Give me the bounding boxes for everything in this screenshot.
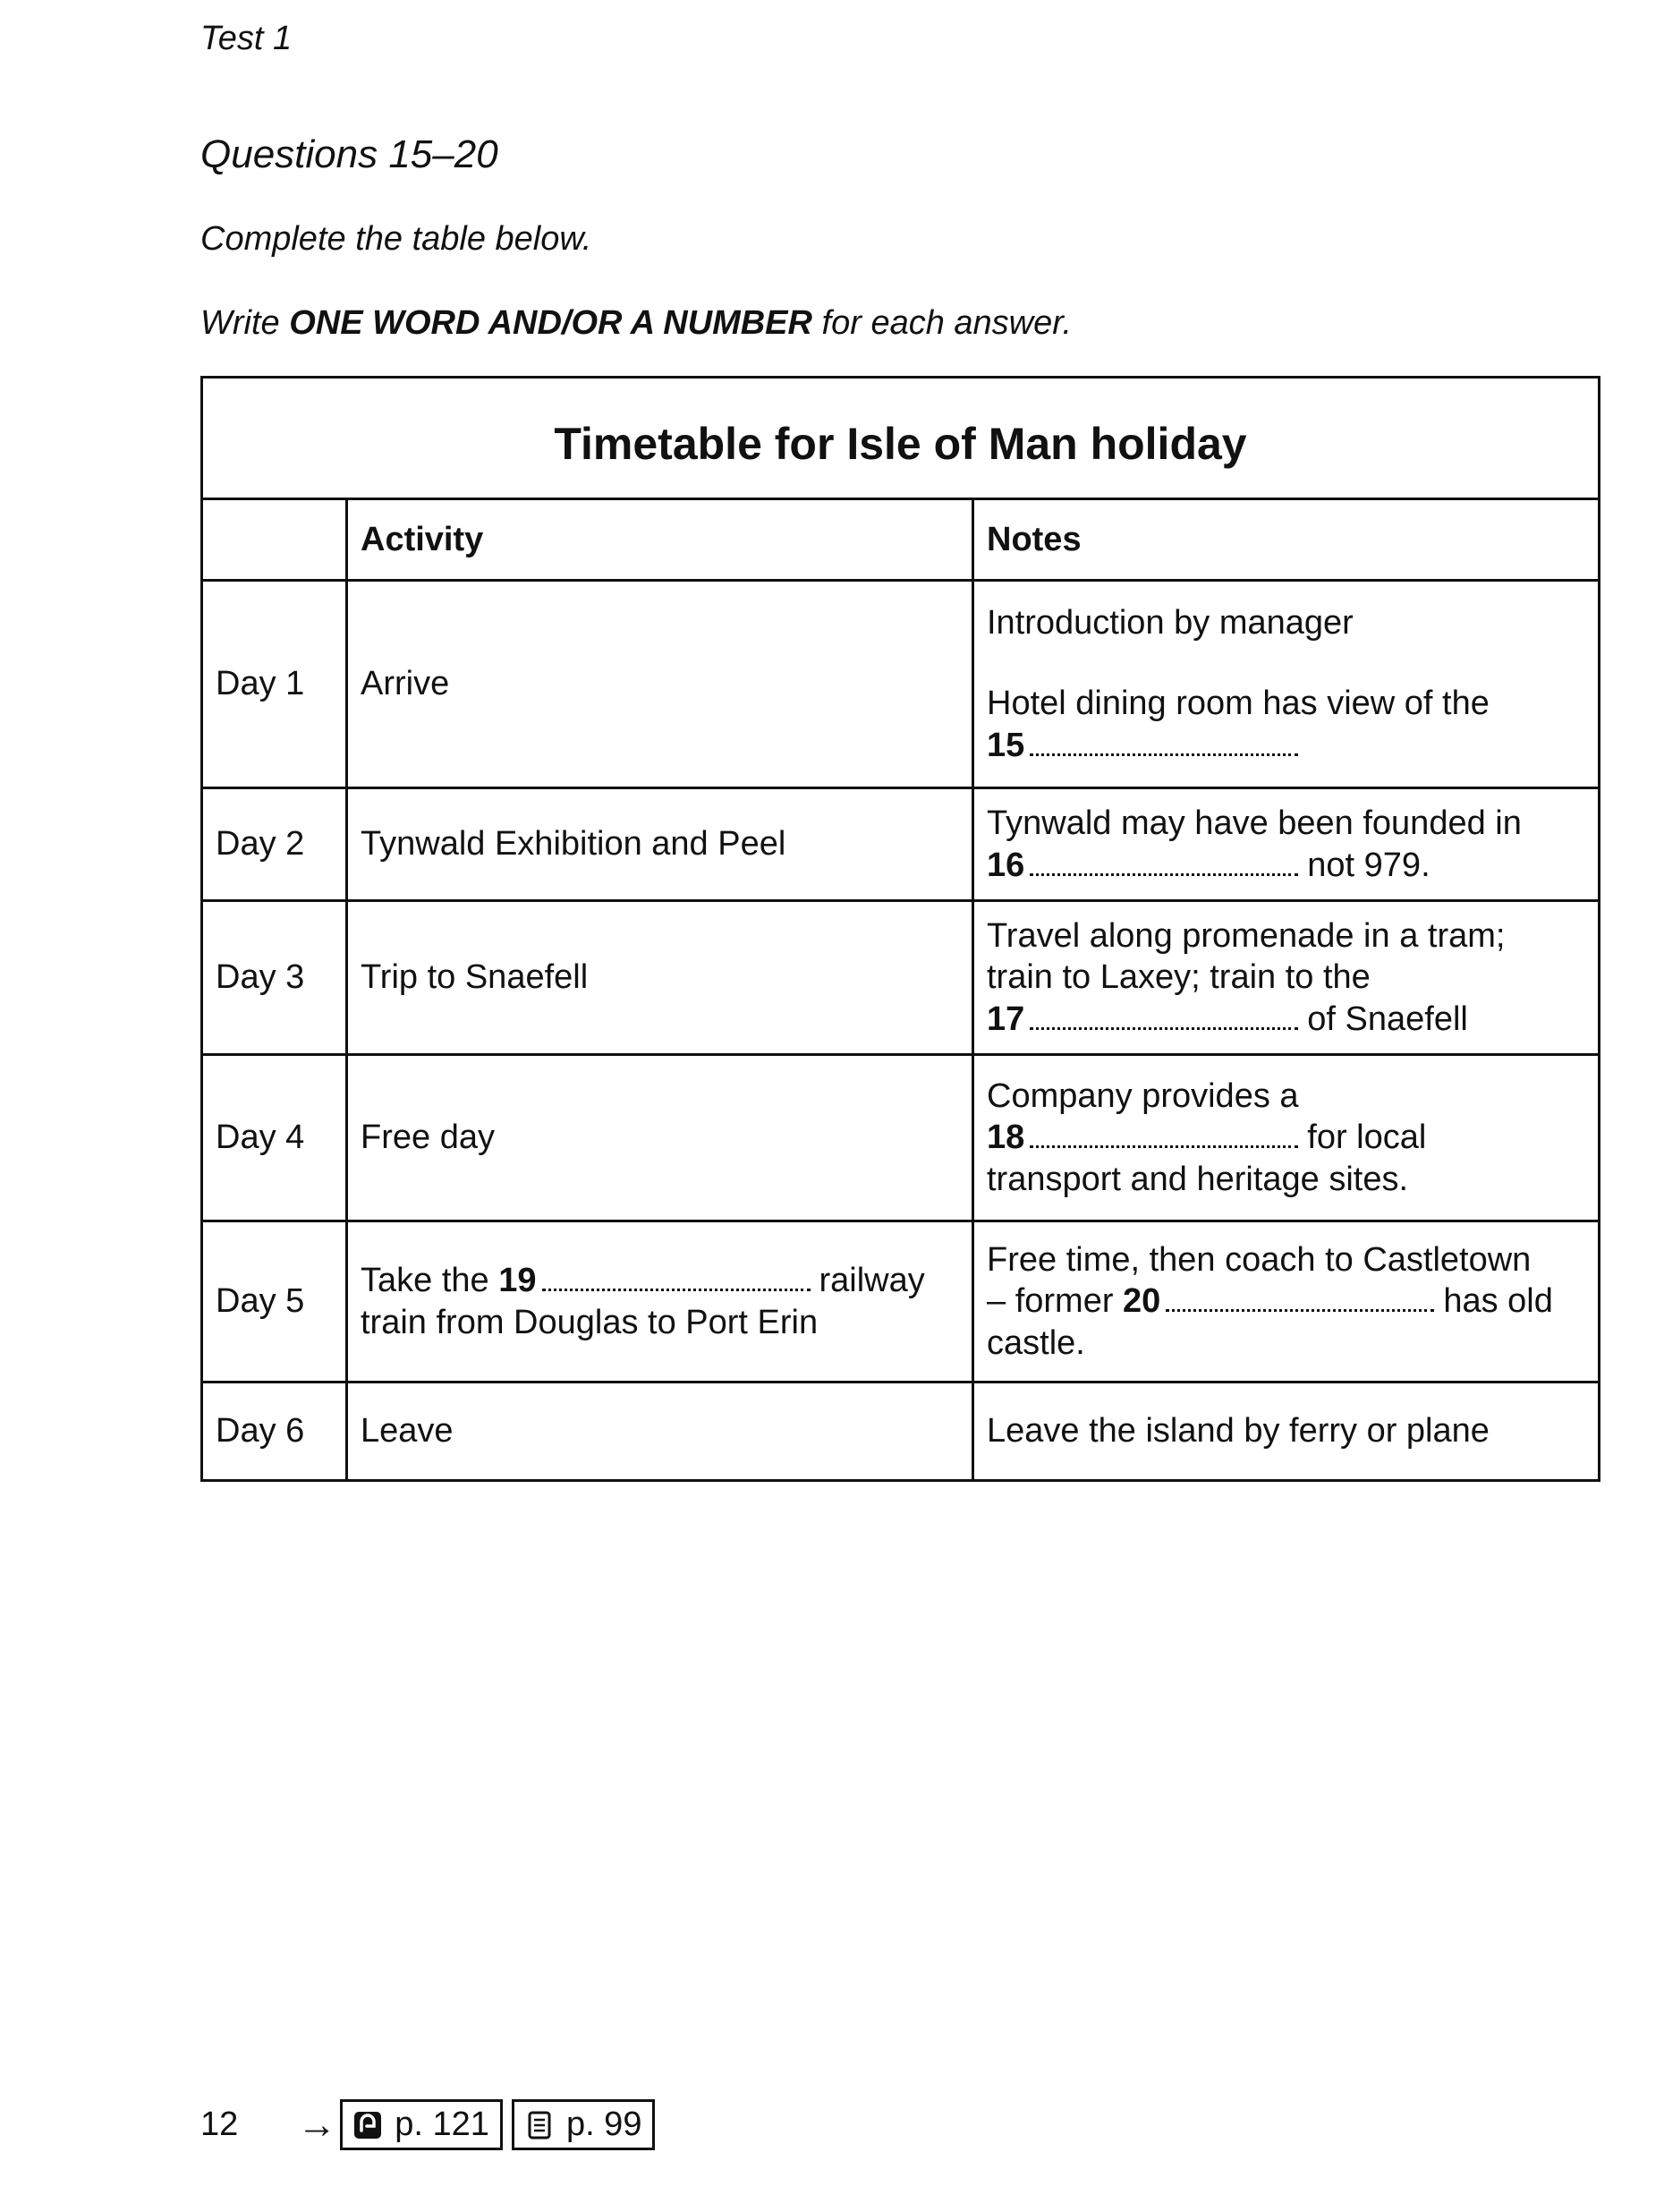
instruction-prefix: Write bbox=[200, 304, 290, 342]
notes-cell bbox=[973, 901, 1600, 1055]
answer-blank-19[interactable] bbox=[542, 1281, 811, 1291]
answer-blank-16[interactable] bbox=[1030, 866, 1298, 876]
answer-key-icon bbox=[525, 2111, 554, 2140]
table-row bbox=[202, 1055, 1600, 1221]
notes-text: train to Laxey; train to the bbox=[987, 958, 1371, 997]
table-row bbox=[202, 901, 1600, 1055]
answer-blank-18[interactable] bbox=[1030, 1138, 1298, 1148]
page-footer bbox=[200, 2099, 664, 2150]
table-row bbox=[202, 788, 1600, 901]
arrow-right-icon: → bbox=[297, 2102, 337, 2147]
activity-cell bbox=[347, 1221, 973, 1382]
question-number-15: 15 bbox=[987, 726, 1025, 764]
notes-text: Travel along promenade in a tram; bbox=[987, 916, 1506, 955]
table-row bbox=[202, 1382, 1600, 1481]
notes-text: Free time, then coach to Castletown bbox=[987, 1240, 1532, 1279]
header-empty-cell bbox=[202, 499, 347, 581]
activity-text: railway bbox=[819, 1262, 925, 1300]
notes-cell bbox=[973, 1055, 1600, 1221]
day-cell: Day 4 bbox=[202, 1055, 347, 1221]
audio-script-reference[interactable] bbox=[340, 2099, 503, 2150]
question-number-19: 19 bbox=[498, 1262, 537, 1300]
instruction-suffix: for each answer. bbox=[811, 304, 1073, 342]
instruction-word-limit-bold: ONE WORD AND/OR A NUMBER bbox=[289, 304, 812, 342]
notes-text: castle. bbox=[987, 1323, 1085, 1362]
question-number-18: 18 bbox=[987, 1119, 1025, 1157]
table-row bbox=[202, 1221, 1600, 1382]
notes-text: not 979. bbox=[1307, 846, 1431, 884]
notes-text: transport and heritage sites. bbox=[987, 1160, 1409, 1198]
activity-cell: Leave bbox=[347, 1382, 973, 1481]
day-cell: Day 2 bbox=[202, 788, 347, 901]
notes-cell bbox=[973, 1221, 1600, 1382]
notes-cell: Leave the island by ferry or plane bbox=[973, 1382, 1600, 1481]
notes-text: of Snaefell bbox=[1307, 1000, 1468, 1038]
answer-blank-17[interactable] bbox=[1030, 1020, 1298, 1030]
activity-cell: Arrive bbox=[347, 581, 973, 788]
instruction-complete-table: Complete the table below. bbox=[200, 220, 592, 258]
timetable-table bbox=[200, 376, 1600, 1482]
table-title: Timetable for Isle of Man holiday bbox=[202, 378, 1600, 499]
answer-key-page: p. 99 bbox=[565, 2106, 642, 2143]
activity-cell: Free day bbox=[347, 1055, 973, 1221]
audio-script-page: p. 121 bbox=[395, 2106, 489, 2143]
answer-blank-20[interactable] bbox=[1166, 1302, 1434, 1312]
question-number-20: 20 bbox=[1123, 1282, 1161, 1321]
notes-text: has old bbox=[1443, 1282, 1553, 1321]
header-activity: Activity bbox=[347, 499, 973, 581]
header-notes: Notes bbox=[973, 499, 1600, 581]
notes-cell bbox=[973, 788, 1600, 901]
notes-cell bbox=[973, 581, 1600, 788]
activity-text: train from Douglas to Port Erin bbox=[361, 1303, 819, 1341]
answer-key-reference[interactable] bbox=[512, 2099, 656, 2150]
notes-text: Company provides a bbox=[987, 1076, 1299, 1115]
activity-text: Take the bbox=[361, 1262, 489, 1300]
instruction-word-limit bbox=[200, 304, 1072, 343]
question-number-16: 16 bbox=[987, 846, 1025, 884]
day-cell: Day 6 bbox=[202, 1382, 347, 1481]
notes-text: – former bbox=[987, 1282, 1114, 1321]
day-cell: Day 5 bbox=[202, 1221, 347, 1382]
notes-text: Hotel dining room has view of the bbox=[987, 685, 1490, 723]
table-row bbox=[202, 581, 1600, 788]
notes-text: Tynwald may have been founded in bbox=[987, 804, 1522, 843]
audio-script-icon bbox=[353, 2111, 382, 2140]
notes-text: Introduction by manager bbox=[987, 603, 1354, 642]
questions-heading: Questions 15–20 bbox=[200, 132, 498, 176]
running-head: Test 1 bbox=[200, 20, 293, 57]
day-cell: Day 1 bbox=[202, 581, 347, 788]
activity-cell: Tynwald Exhibition and Peel bbox=[347, 788, 973, 901]
day-cell: Day 3 bbox=[202, 901, 347, 1055]
notes-text: for local bbox=[1307, 1119, 1427, 1157]
page-number: 12 bbox=[200, 2106, 239, 2143]
table-header-row bbox=[202, 499, 1600, 581]
activity-cell: Trip to Snaefell bbox=[347, 901, 973, 1055]
answer-blank-15[interactable] bbox=[1030, 746, 1298, 756]
question-number-17: 17 bbox=[987, 1000, 1025, 1038]
